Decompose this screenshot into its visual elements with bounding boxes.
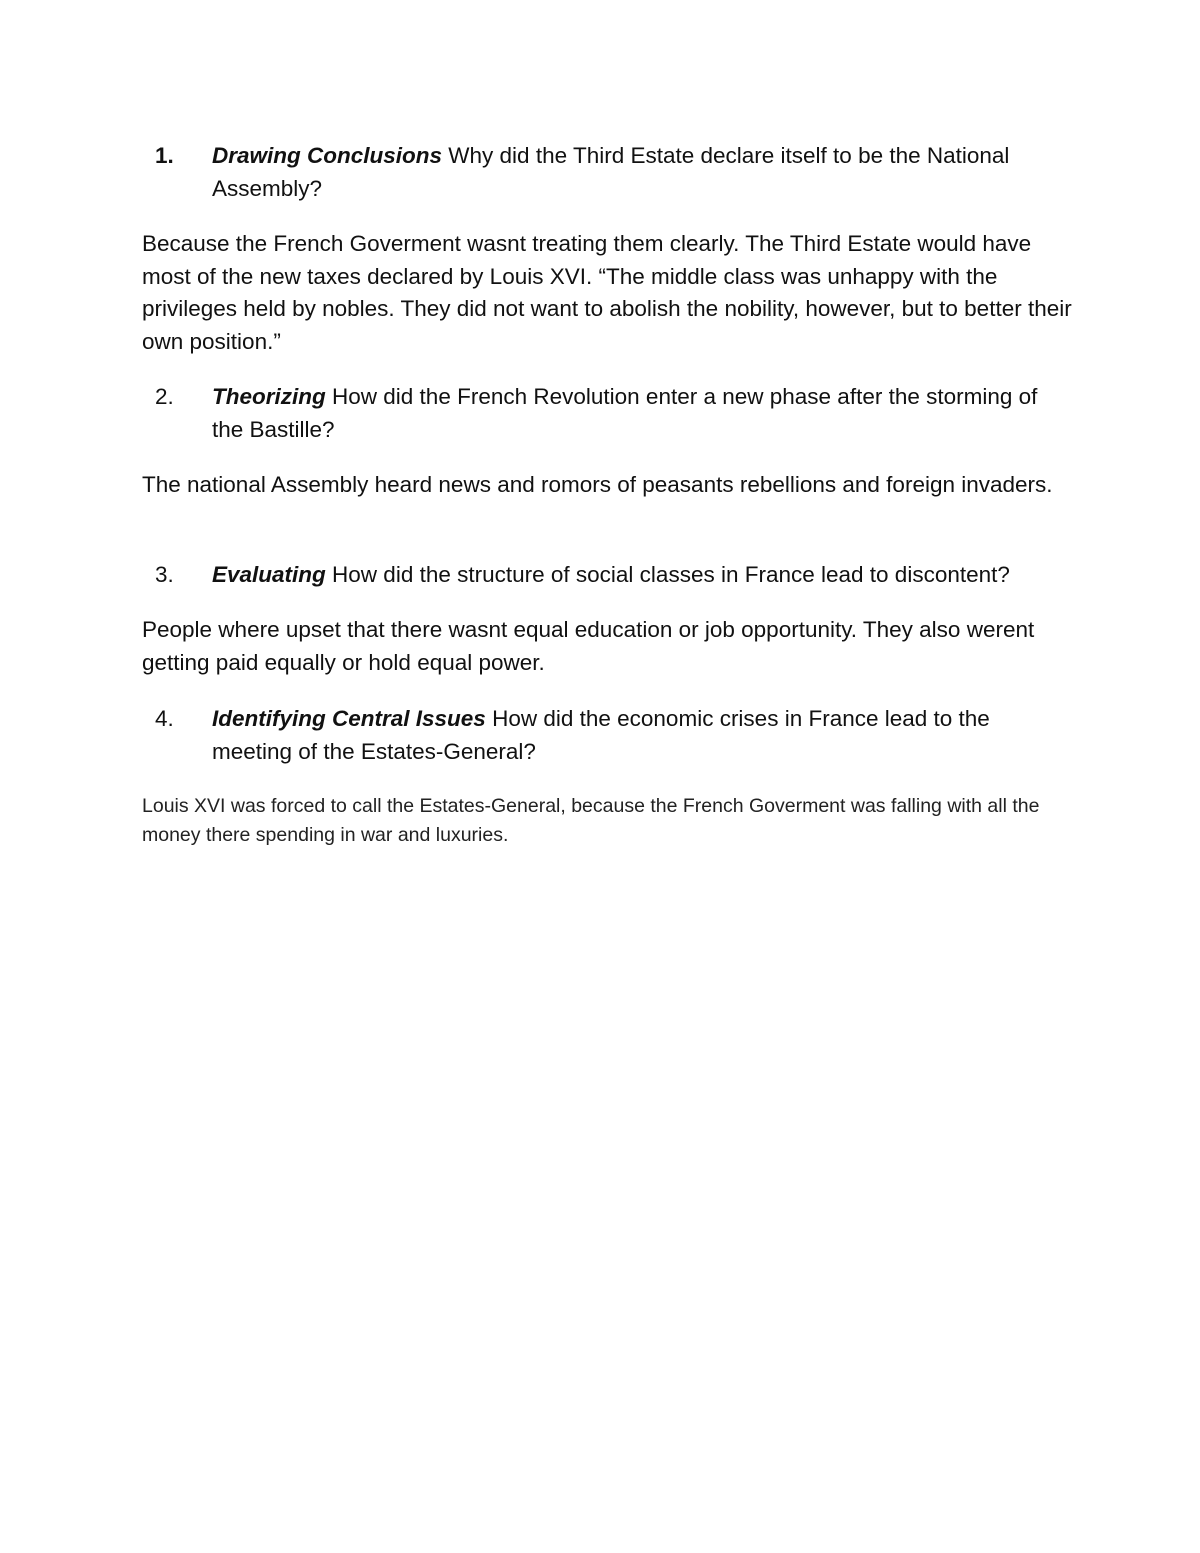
question-text: Why did the Third Estate declare itself to be the National Assembly? bbox=[212, 143, 1010, 201]
answer-3: People where upset that there wasnt equal education or job opportunity. They also werent getting paid equally or hold equal power. bbox=[142, 617, 1035, 675]
question-category: Drawing Conclusions bbox=[212, 143, 443, 168]
question-number: 3. bbox=[155, 562, 174, 587]
question-number: 4. bbox=[155, 706, 174, 731]
question-4 bbox=[155, 703, 1055, 768]
question-number: 2. bbox=[155, 384, 174, 409]
question-text-block bbox=[212, 559, 1055, 592]
question-category: Evaluating bbox=[212, 562, 326, 587]
answer-2: The national Assembly heard news and romors of peasants rebellions and foreign invaders. bbox=[142, 472, 1053, 497]
question-number: 1. bbox=[155, 143, 174, 168]
question-text: How did the economic crises in France lead to the meeting of the Estates-General? bbox=[212, 706, 990, 764]
question-category: Identifying Central Issues bbox=[212, 706, 486, 731]
question-text: How did the structure of social classes in France lead to discontent? bbox=[332, 562, 1010, 587]
question-3 bbox=[155, 559, 1055, 592]
question-category: Theorizing bbox=[212, 384, 326, 409]
answer-1: Because the French Goverment wasnt treating them clearly. The Third Estate would have most of the new taxes declared by Louis XVI. “The middle class was unhappy with the privileges held by nobles. They did not want to abolish the nobility, however, but to better their own position.” bbox=[142, 231, 1072, 354]
question-2 bbox=[155, 381, 1055, 446]
answer-4: Louis XVI was forced to call the Estates-General, because the French Goverment was falling with all the money there spending in war and luxuries. bbox=[142, 795, 1040, 846]
question-1 bbox=[155, 140, 1055, 205]
question-text-block bbox=[212, 140, 1055, 205]
question-text: How did the French Revolution enter a new phase after the storming of the Bastille? bbox=[212, 384, 1038, 442]
question-text-block bbox=[212, 381, 1055, 446]
question-text-block bbox=[212, 703, 1055, 768]
